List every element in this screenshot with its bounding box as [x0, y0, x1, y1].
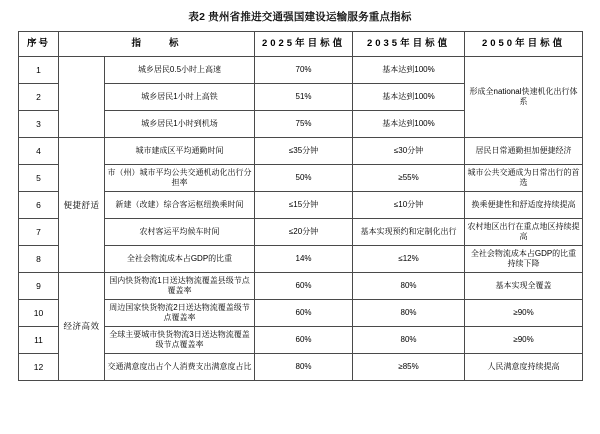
row-no: 4	[19, 138, 59, 165]
row-category	[59, 57, 105, 138]
row-no: 7	[19, 219, 59, 246]
row-indicator: 城乡居民1小时到机场	[105, 111, 255, 138]
header-row	[19, 32, 583, 57]
table-row	[19, 273, 583, 300]
header-2035: 2035年目标值	[353, 32, 465, 57]
row-2025: 60%	[255, 327, 353, 354]
row-2025: 70%	[255, 57, 353, 84]
row-2050: ≥90%	[465, 327, 583, 354]
row-2025: ≤35分钟	[255, 138, 353, 165]
row-no: 6	[19, 192, 59, 219]
row-no: 5	[19, 165, 59, 192]
row-indicator: 城市建成区平均通勤时间	[105, 138, 255, 165]
row-2035: 80%	[353, 327, 465, 354]
row-indicator: 国内快货物流1日送达物流覆盖县级节点覆盖率	[105, 273, 255, 300]
row-2050: 人民满意度持续提高	[465, 354, 583, 381]
row-indicator: 新建（改建）综合客运枢纽换乘时间	[105, 192, 255, 219]
row-2050: 基本实现全覆盖	[465, 273, 583, 300]
row-no: 11	[19, 327, 59, 354]
row-indicator: 市（州）城市平均公共交通机动化出行分担率	[105, 165, 255, 192]
row-no: 10	[19, 300, 59, 327]
row-no: 12	[19, 354, 59, 381]
row-indicator: 农村客运平均候车时间	[105, 219, 255, 246]
row-2050: 农村地区出行在重点地区持续提高	[465, 219, 583, 246]
row-no: 3	[19, 111, 59, 138]
row-2035: ≤30分钟	[353, 138, 465, 165]
row-2025: ≤15分钟	[255, 192, 353, 219]
row-2025: ≤20分钟	[255, 219, 353, 246]
row-indicator: 城乡居民1小时上高铁	[105, 84, 255, 111]
row-2025: 50%	[255, 165, 353, 192]
row-2035: 基本达到100%	[353, 57, 465, 84]
table-row	[19, 138, 583, 165]
row-no: 2	[19, 84, 59, 111]
row-indicator: 全社会物流成本占GDP的比重	[105, 246, 255, 273]
table-row	[19, 57, 583, 84]
row-indicator: 全球主要城市快货物流3日送达物流覆盖级节点覆盖率	[105, 327, 255, 354]
row-2050: 居民日常通勤担加便捷经济	[465, 138, 583, 165]
header-no: 序号	[19, 32, 59, 57]
row-indicator: 城乡居民0.5小时上高速	[105, 57, 255, 84]
row-2025: 60%	[255, 273, 353, 300]
row-2025: 14%	[255, 246, 353, 273]
row-indicator: 周边国家快货物流2日送达物流覆盖级节点覆盖率	[105, 300, 255, 327]
row-2035: 80%	[353, 273, 465, 300]
row-2025: 51%	[255, 84, 353, 111]
table-header	[19, 32, 583, 57]
row-2035: 80%	[353, 300, 465, 327]
row-2050: ≥90%	[465, 300, 583, 327]
row-no: 1	[19, 57, 59, 84]
row-2035: ≥85%	[353, 354, 465, 381]
row-2025: 80%	[255, 354, 353, 381]
row-2025: 60%	[255, 300, 353, 327]
row-2035: 基本达到100%	[353, 84, 465, 111]
row-2035: ≤10分钟	[353, 192, 465, 219]
row-2035: 基本实现预约和定制化出行	[353, 219, 465, 246]
row-2050-merged: 形成全national快速机化出行体系	[465, 57, 583, 138]
row-2025: 75%	[255, 111, 353, 138]
row-indicator: 交通满意度出占个人消费支出满意度占比	[105, 354, 255, 381]
header-2050: 2050年目标值	[465, 32, 583, 57]
header-2025: 2025年目标值	[255, 32, 353, 57]
row-2050: 换乘便捷性和舒适度持续提高	[465, 192, 583, 219]
row-category: 经济高效	[59, 273, 105, 381]
row-2050: 全社会物流成本占GDP的比重持续下降	[465, 246, 583, 273]
row-no: 9	[19, 273, 59, 300]
row-2035: ≤12%	[353, 246, 465, 273]
kpi-table	[18, 31, 583, 381]
table-body	[19, 57, 583, 381]
header-indicator: 指 标	[59, 32, 255, 57]
row-2050: 城市公共交通成为日常出行的首选	[465, 165, 583, 192]
row-2035: 基本达到100%	[353, 111, 465, 138]
row-category: 便捷舒适	[59, 138, 105, 273]
row-2035: ≥55%	[353, 165, 465, 192]
row-no: 8	[19, 246, 59, 273]
page-title: 表2 贵州省推进交通强国建设运输服务重点指标	[188, 11, 412, 23]
